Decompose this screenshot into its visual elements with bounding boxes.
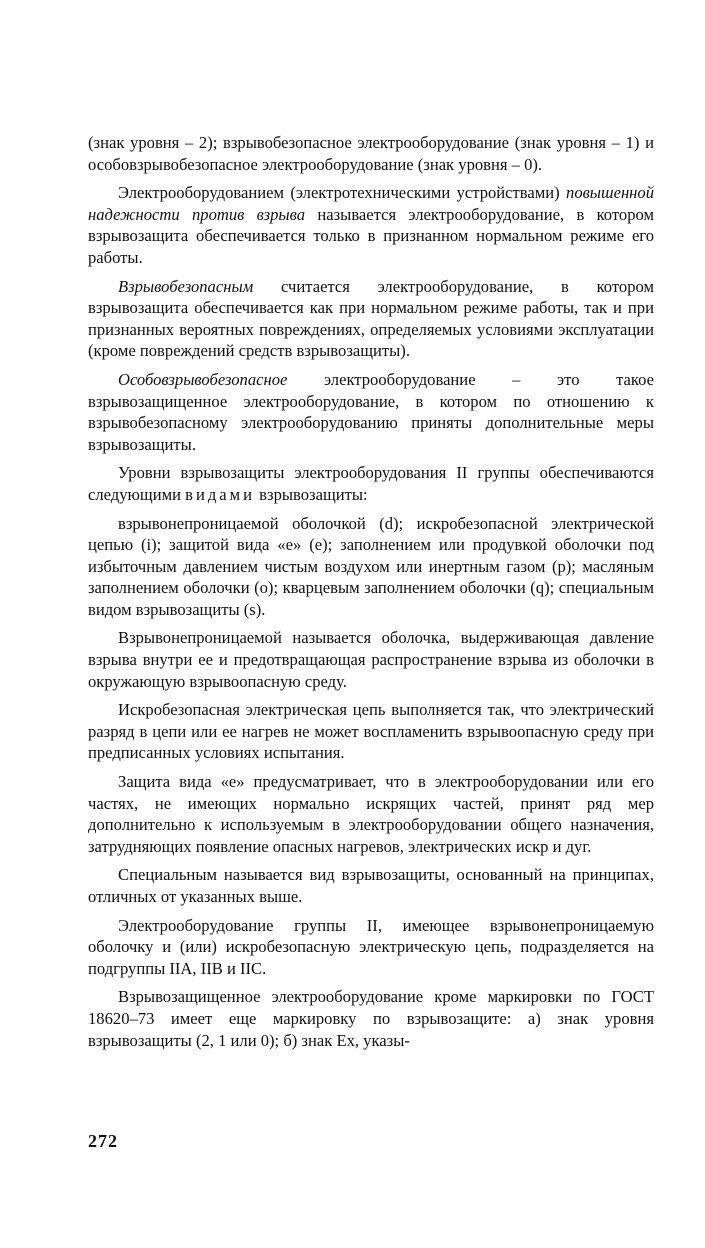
text-run: считается электрооборудование, в котором взрывозащита обеспечивается как при нормальном режиме работы, так и при признанных вероятных повреждениях, определяемых условиями эксплуатации (кроме повреждений средств взрывозащиты). <box>88 276 654 361</box>
page-number: 272 <box>88 1131 118 1151</box>
paragraph <box>88 369 654 455</box>
page-body <box>88 132 654 1058</box>
text-run: Специальным называется вид взрывозащиты, основанный на принципах, отличных от указанных выше. <box>88 865 654 906</box>
paragraph <box>88 699 654 764</box>
paragraph <box>88 771 654 857</box>
paragraph <box>88 986 654 1051</box>
text-run: взрывонепроницаемой оболочкой (d); искробезопасной электрической цепью (i); защитой вида «е» (е); заполнением или продувкой оболочки под избыточным давлением чистым воздухом или инертным газом (р); масляным заполнением оболочки (о); кварцевым заполнением оболочки (q); специальным видом взрывозащиты (s). <box>88 513 654 619</box>
text-run: Защита вида «е» предусматривает, что в электрооборудовании или его частях, не имеющих нормально искрящих частей, принят ряд мер дополнительно к используемым в электрооборудовании общего назначения, затрудняющих появление опасных нагревов, электрических искр и дуг. <box>88 772 654 856</box>
text-run: Электрооборудование группы II, имеющее взрывонепроницаемую оболочку и (или) искробезопасную электрическую цепь, подразделяется на подгруппы IIА, IIВ и IIС. <box>88 915 654 978</box>
text-run: Взрывозащищенное электрооборудование кроме маркировки по ГОСТ 18620–73 имеет еще маркировку по взрывозащите: а) знак уровня взрывозащиты (2, 1 или 0); б) знак Ех, указы- <box>88 987 654 1050</box>
text-run: видами <box>185 484 256 504</box>
text-run: (знак уровня – 2); взрывобезопасное электрооборудование (знак уровня – 1) и особовзрывобезопасное электрооборудование (знак уровня – 0). <box>88 133 654 174</box>
text-run: Искробезопасная электрическая цепь выполняется так, что электрический разряд в цепи или ее нагрев не может воспламенить взрывоопасную среду при предписанных условиях испытания. <box>88 700 654 763</box>
paragraph <box>88 132 654 175</box>
text-run: повышенной надежности против взрыва <box>88 183 654 224</box>
text-run: называется электрооборудование, в котором взрывозащита обеспечивается только в признанном нормальном режиме его работы. <box>88 204 654 267</box>
paragraph <box>88 513 654 621</box>
paragraph <box>88 915 654 980</box>
text-run: Электрооборудованием (электротехническими устройствами) <box>118 183 567 203</box>
text-run: Уровни взрывозащиты электрооборудования II группы обеспечиваются следующими <box>88 463 654 504</box>
paragraph <box>88 462 654 505</box>
text-run: Взрывобезопасным <box>118 276 254 296</box>
text-run: Взрывонепроницаемой называется оболочка, выдерживающая давление взрыва внутри ее и предотвращающая распространение взрыва из оболочки в окружающую взрывоопасную среду. <box>88 628 654 691</box>
paragraph <box>88 182 654 268</box>
text-run: электрооборудование – это такое взрывозащищенное электрооборудование, в котором по отношению к взрывобезопасному электрооборудованию приняты дополнительные меры взрывозащиты. <box>88 369 654 454</box>
text-run: Особовзрывобезопасное <box>118 369 288 389</box>
paragraph <box>88 627 654 692</box>
text-run: взрывозащиты: <box>255 484 368 504</box>
paragraph <box>88 864 654 907</box>
paragraph <box>88 276 654 362</box>
